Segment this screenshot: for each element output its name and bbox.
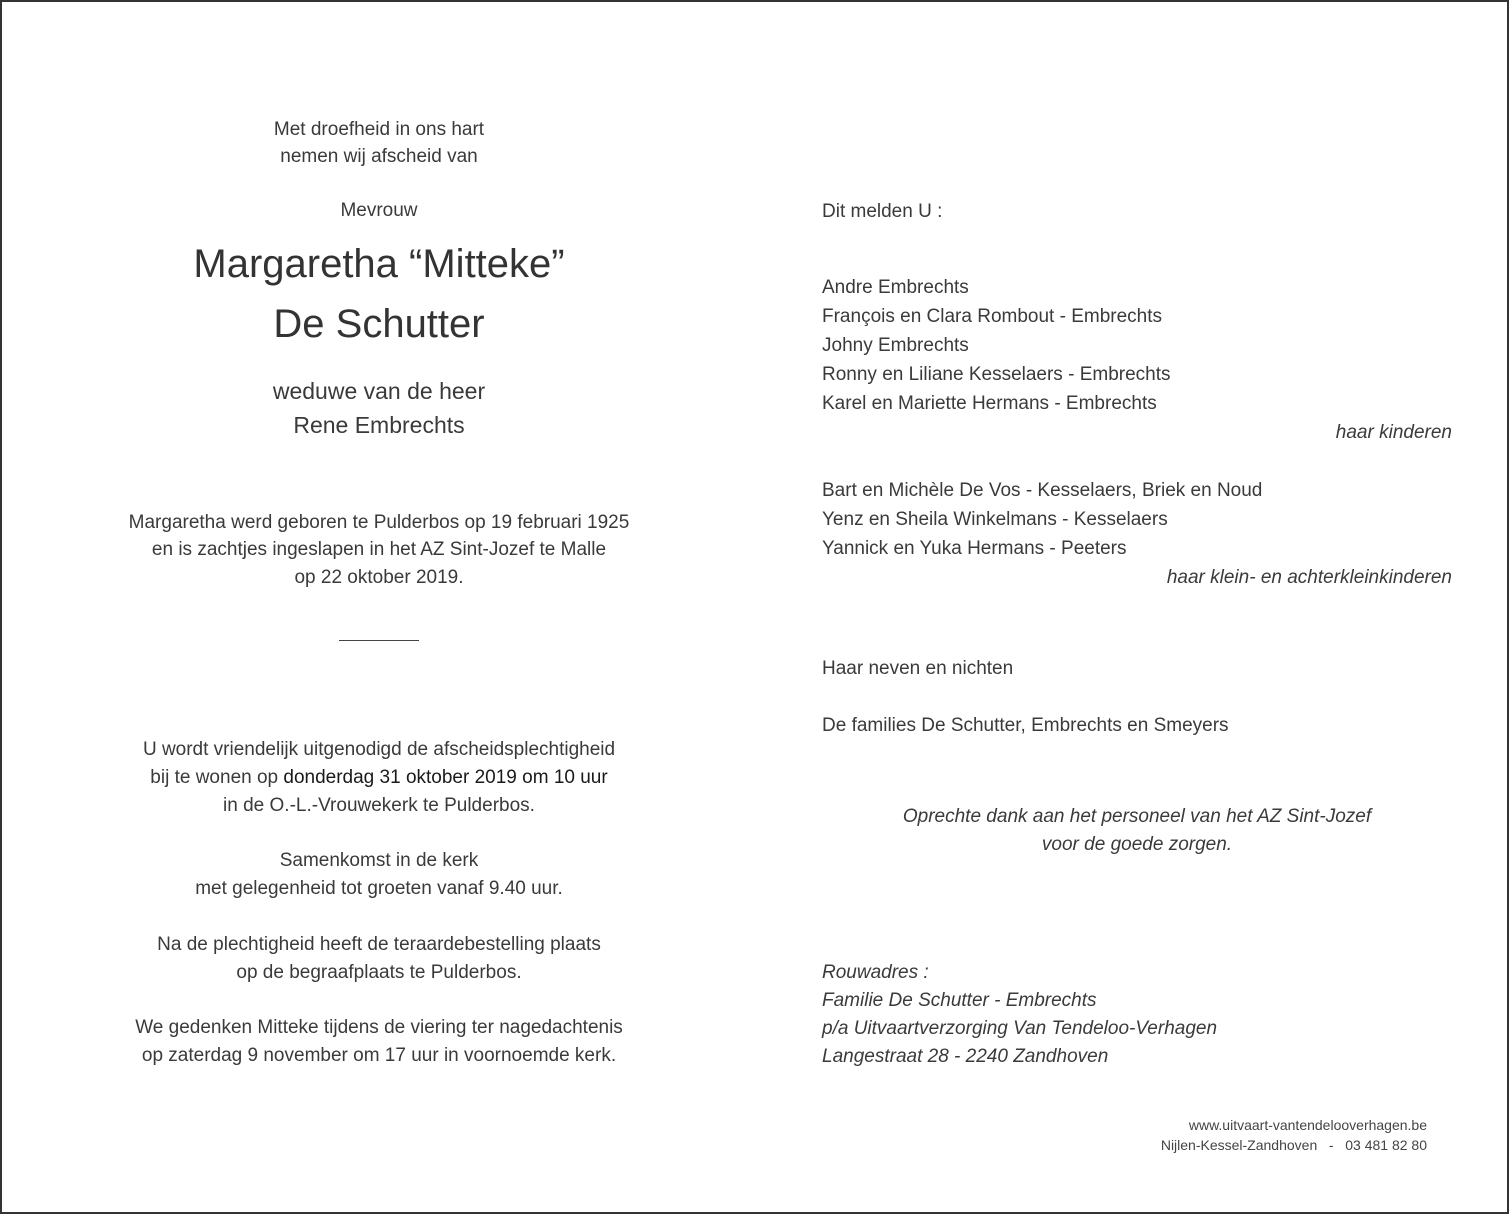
grandchildren-label: haar klein- en achterkleinkinderen	[1166, 567, 1452, 588]
thanks-line-1: Oprechte dank aan het personeel van het AZ Sint-Jozef	[902, 806, 1372, 827]
gather-line-2: met gelegenheid tot groeten vanaf 9.40 uur.	[195, 878, 563, 899]
families-line: De families De Schutter, Embrechts en Smeyers	[822, 715, 1229, 736]
invite-line-2	[79, 764, 679, 792]
invite-line-3: in de O.-L.-Vrouwekerk te Pulderbos.	[223, 795, 535, 816]
cousins-line: Haar neven en nichten	[822, 658, 1014, 679]
children-label: haar kinderen	[1335, 422, 1452, 443]
memorial-line-1: We gedenken Mitteke tijdens de viering ter nagedachtenis	[135, 1017, 623, 1038]
memorial-line-2: op zaterdag 9 november om 17 uur in voornoemde kerk.	[141, 1045, 617, 1066]
child-entry: Andre Embrechts	[822, 277, 969, 298]
deceased-name-last: De Schutter	[273, 302, 485, 346]
child-entry: Karel en Mariette Hermans - Embrechts	[822, 393, 1157, 414]
birth-line-1: Margaretha werd geboren te Pulderbos op 19 februari 1925	[128, 512, 630, 533]
funeral-home-footer	[1027, 1115, 1427, 1155]
contact-line: Nijlen-Kessel-Zandhoven - 03 481 82 80	[1160, 1137, 1427, 1153]
website-link[interactable]: www.uitvaart-vantendelooverhagen.be	[1188, 1117, 1427, 1133]
address-line-1: Familie De Schutter - Embrechts	[822, 990, 1097, 1011]
child-entry: Johny Embrechts	[822, 335, 969, 356]
section-divider	[339, 640, 419, 641]
birth-line-2: en is zachtjes ingeslapen in het AZ Sint-Jozef te Malle	[151, 539, 607, 560]
ceremony-datetime: donderdag 31 oktober 2019 om 10 uur	[283, 767, 608, 788]
burial-line-2: op de begraafplaats te Pulderbos.	[236, 962, 522, 983]
salutation: Mevrouw	[340, 200, 418, 221]
birth-line-3: op 22 oktober 2019.	[294, 567, 464, 588]
thanks-line-2: voor de goede zorgen.	[1041, 834, 1233, 855]
grandchild-entry: Yannick en Yuka Hermans - Peeters	[822, 538, 1127, 559]
address-line-3: Langestraat 28 - 2240 Zandhoven	[822, 1046, 1109, 1067]
grandchild-entry: Yenz en Sheila Winkelmans - Kesselaers	[822, 509, 1168, 530]
address-label: Rouwadres :	[822, 962, 929, 983]
invite-line-2-prefix: bij te wonen op	[150, 767, 284, 788]
child-entry: François en Clara Rombout - Embrechts	[822, 306, 1163, 327]
gather-line-1: Samenkomst in de kerk	[279, 850, 479, 871]
intro-line-2: nemen wij afscheid van	[280, 146, 478, 167]
address-line-2: p/a Uitvaartverzorging Van Tendeloo-Verhagen	[822, 1018, 1218, 1039]
deceased-name-first: Margaretha “Mitteke”	[193, 242, 565, 286]
invite-line-1: U wordt vriendelijk uitgenodigd de afscheidsplechtigheid	[142, 739, 616, 760]
grandchild-entry: Bart en Michèle De Vos - Kesselaers, Briek en Noud	[822, 480, 1263, 501]
announce-line: Dit melden U :	[822, 201, 943, 222]
intro-line-1: Met droefheid in ons hart	[273, 119, 485, 140]
burial-line-1: Na de plechtigheid heeft de teraardebestelling plaats	[157, 934, 601, 955]
widow-line-2: Rene Embrechts	[293, 412, 465, 438]
widow-line-1: weduwe van de heer	[272, 378, 486, 404]
child-entry: Ronny en Liliane Kesselaers - Embrechts	[822, 364, 1171, 385]
